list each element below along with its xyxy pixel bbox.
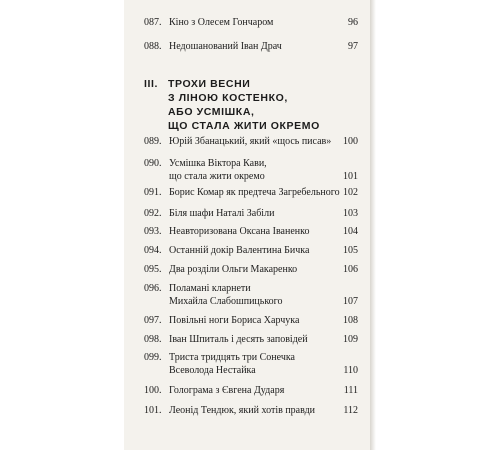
entry-number: 090. [144, 158, 162, 169]
entry-title: Юрій Збанацький, який «щось писав» [169, 136, 332, 147]
entry-number: 100. [144, 385, 162, 396]
entry-title: Триста тридцять три Сонечка [169, 352, 295, 363]
entry-page: 112 [343, 405, 358, 416]
page-edge-shadow [370, 0, 376, 450]
entry-page: 111 [343, 385, 358, 396]
entry-page: 101 [343, 171, 358, 182]
entry-title: Борис Комар як предтеча Загребельного [169, 187, 340, 198]
section-title-line: З ЛІНОЮ КОСТЕНКО, [168, 92, 288, 104]
entry-number: 093. [144, 226, 162, 237]
entry-title: Повільні ноги Бориса Харчука [169, 315, 300, 326]
entry-title: Поламані кларнети [169, 283, 251, 294]
entry-title-continued: Всеволода Нестайка [169, 365, 256, 376]
entry-number: 099. [144, 352, 162, 363]
entry-number: 094. [144, 245, 162, 256]
entry-page: 110 [343, 365, 358, 376]
entry-page: 97 [348, 41, 358, 52]
entry-number: 098. [144, 334, 162, 345]
entry-page: 107 [343, 296, 358, 307]
entry-page: 108 [343, 315, 358, 326]
entry-number: 096. [144, 283, 162, 294]
entry-number: 097. [144, 315, 162, 326]
entry-title: Останній докір Валентина Бичка [169, 245, 310, 256]
entry-page: 109 [343, 334, 358, 345]
entry-title: Голограма з Євгена Дударя [169, 385, 285, 396]
entry-number: 101. [144, 405, 162, 416]
entry-title: Недошанований Іван Драч [169, 41, 282, 52]
section-title-line: АБО УСМІШКА, [168, 106, 255, 118]
entry-number: 091. [144, 187, 162, 198]
entry-page: 96 [348, 17, 358, 28]
entry-page: 102 [343, 187, 358, 198]
entry-title: Неавторизована Оксана Іваненко [169, 226, 310, 237]
entry-number: 092. [144, 208, 162, 219]
entry-number: 087. [144, 17, 162, 28]
entry-number: 089. [144, 136, 162, 147]
entry-title: Леонід Тендюк, який хотів правди [169, 405, 316, 416]
entry-number: 095. [144, 264, 162, 275]
entry-page: 104 [343, 226, 358, 237]
section-heading [144, 77, 320, 133]
entry-title: Біля шафи Наталі Забіли [169, 208, 275, 219]
entry-title-continued: Михайла Слабошпицького [169, 296, 283, 307]
section-title-line: ТРОХИ ВЕСНИ [168, 78, 251, 90]
entry-title: Іван Шпиталь і десять заповідей [169, 334, 308, 345]
entry-title: Кіно з Олесем Гончаром [169, 17, 274, 28]
entry-page: 100 [343, 136, 358, 147]
entry-title-continued: що стала жити окремо [169, 171, 265, 182]
section-title-line: ЩО СТАЛА ЖИТИ ОКРЕМО [168, 120, 320, 132]
entry-title: Два розділи Ольги Макаренко [169, 264, 298, 275]
section-number: III. [144, 78, 159, 90]
entry-page: 105 [343, 245, 358, 256]
entry-number: 088. [144, 41, 162, 52]
entry-title: Усмішка Віктора Кави, [169, 158, 267, 169]
entry-page: 106 [343, 264, 358, 275]
entry-page: 103 [343, 208, 358, 219]
